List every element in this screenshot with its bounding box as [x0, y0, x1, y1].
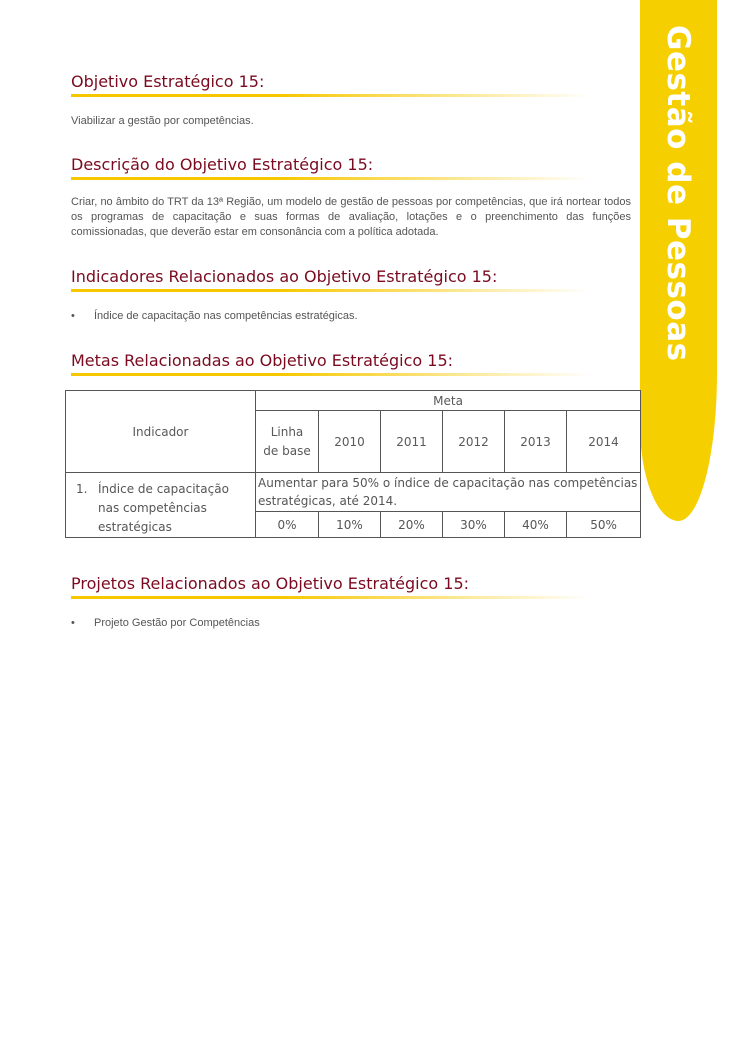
header-year-2010: 2010 [319, 411, 381, 473]
objetivo-underline [71, 94, 591, 97]
header-year-2013: 2013 [505, 411, 567, 473]
objetivo-heading: Objetivo Estratégico 15: [71, 72, 265, 91]
metas-section [71, 351, 631, 376]
descricao-section [71, 155, 631, 240]
header-year-2011: 2011 [381, 411, 443, 473]
projetos-list-item [71, 616, 631, 631]
value-2011: 20% [381, 512, 443, 538]
indicador-item-text: Índice de capacitação nas competências estratégicas. [94, 310, 358, 322]
header-indicador: Indicador [66, 391, 256, 473]
projetos-heading: Projetos Relacionados ao Objetivo Estratégico 15: [71, 574, 470, 593]
projeto-item-text: Projeto Gestão por Competências [94, 617, 260, 629]
side-tab-title: Gestão de Pessoas [660, 25, 696, 362]
indicadores-underline [71, 289, 591, 292]
indicator-name: Índice de capacitação nas competências estratégicas [98, 482, 229, 534]
value-2010: 10% [319, 512, 381, 538]
indicadores-list-item [71, 309, 631, 324]
metas-underline [71, 373, 591, 376]
header-year-2012: 2012 [443, 411, 505, 473]
indicator-number: 1. [76, 482, 88, 496]
value-2012: 30% [443, 512, 505, 538]
header-year-2014: 2014 [567, 411, 641, 473]
metas-heading: Metas Relacionadas ao Objetivo Estratégico 15: [71, 351, 454, 370]
table-header-row [66, 391, 641, 411]
descricao-heading: Descrição do Objetivo Estratégico 15: [71, 155, 374, 174]
objetivo-text: Viabilizar a gestão por competências. [71, 115, 254, 127]
indicator-cell [66, 473, 256, 538]
metas-table [65, 390, 641, 538]
objetivo-section [71, 72, 631, 129]
indicadores-section [71, 267, 631, 324]
table-row [66, 473, 641, 512]
bullet-icon: • [71, 310, 75, 322]
bullet-icon: • [71, 617, 75, 629]
descricao-text: Criar, no âmbito do TRT da 13ª Região, um modelo de gestão de pessoas por competências, que irá nortear todos os programas de capacitação e suas formas de avaliação, lotações e o preenchimento das funções comissionadas, que deverão estar em consonância com a política adotada. [71, 196, 631, 238]
header-meta: Meta [256, 391, 641, 411]
indicadores-heading: Indicadores Relacionados ao Objetivo Estratégico 15: [71, 267, 498, 286]
value-linha-base: 0% [256, 512, 319, 538]
value-2014: 50% [567, 512, 641, 538]
descricao-underline [71, 177, 591, 180]
projetos-underline [71, 596, 591, 599]
header-linha-base: Linha de base [256, 411, 319, 473]
value-2013: 40% [505, 512, 567, 538]
meta-description-cell: Aumentar para 50% o índice de capacitação nas competências estratégicas, até 2014. [256, 473, 641, 512]
projetos-section [71, 574, 631, 631]
